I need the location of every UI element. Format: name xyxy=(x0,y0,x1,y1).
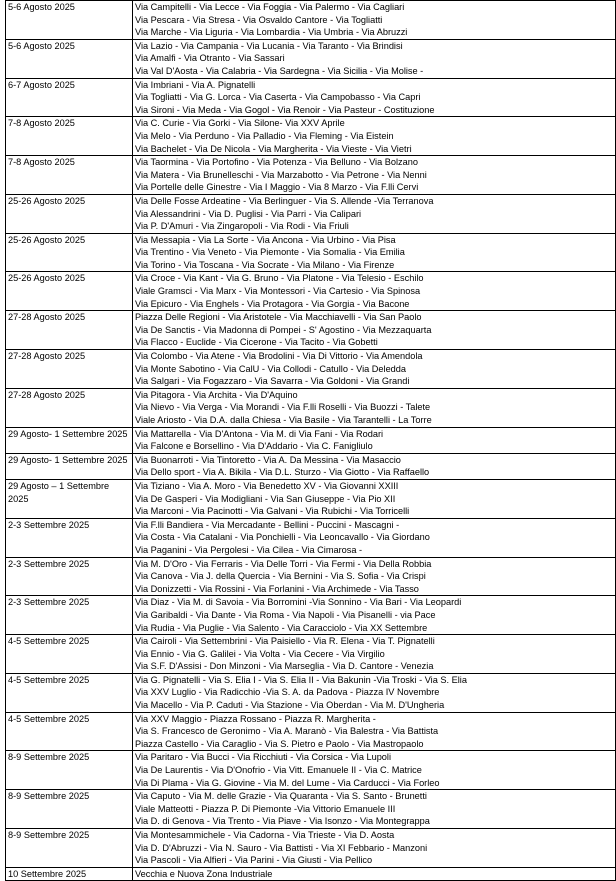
street-list-line: Viale Matteotti - Piazza P. Di Piemonte -Via Vittorio Emanuele III xyxy=(135,803,396,814)
streets-cell xyxy=(133,453,616,479)
streets-cell xyxy=(133,388,616,427)
schedule-row xyxy=(6,712,616,751)
date-cell: 25-26 Agosto 2025 xyxy=(6,233,133,272)
street-list-line: Via Campitelli - Via Lecce - Via Foggia - Via Palermo - Via Cagliari xyxy=(135,2,405,12)
date-cell: 7-8 Agosto 2025 xyxy=(6,156,133,195)
streets-cell xyxy=(133,479,616,518)
streets-cell xyxy=(133,518,616,557)
street-list-line: Via Falcone e Borsellino - Via D'Addario - Via C. Fanigliulo xyxy=(135,441,373,452)
street-list-line: Viale Ariosto - Via D.A. dalla Chiesa - Via Basile - Via Tarantelli - La Torre xyxy=(135,415,432,425)
street-list-line: Via Portelle delle Ginestre - Via I Maggio - Via 8 Marzo - Via F.lli Cervi xyxy=(135,182,419,193)
street-list-line: Via Marconi - Via Pacinotti - Via Galvani - Via Rubichi - Via Torricelli xyxy=(135,506,410,517)
street-list-line: Via Trentino - Via Veneto - Via Piemonte - Via Somalia - Via Emilia xyxy=(135,247,405,258)
street-list-line: Via Buonarroti - Via Tintoretto - Via A. Da Messina - Via Masaccio xyxy=(135,454,401,465)
date-cell: 29 Agosto- 1 Settembre 2025 xyxy=(6,427,133,453)
street-list-line: Via C. Curie - Via Gorki - Via Silone- Via XXV Aprile xyxy=(135,118,345,129)
street-list-line: Via Mattarella - Via D'Antona - Via M. di Via Fani - Via Rodari xyxy=(135,428,384,439)
streets-cell xyxy=(133,635,616,674)
street-list-line: Via XXV Maggio - Piazza Rossano - Piazza R. Margherita - xyxy=(135,713,376,724)
schedule-row xyxy=(6,635,616,674)
schedule-row xyxy=(6,453,616,479)
street-list-line: Viale Gramsci - Via Marx - Via Montessori - Via Cartesio - Via Spinosa xyxy=(135,286,421,297)
street-list-line: Via Croce - Via Kant - Via G. Bruno - Via Platone - Via Telesio - Eschilo xyxy=(135,273,424,284)
streets-cell xyxy=(133,39,616,78)
street-list-line: Via Paganini - Via Pergolesi - Via Cilea - Via Cimarosa - xyxy=(135,544,363,555)
date-cell: 27-28 Agosto 2025 xyxy=(6,388,133,427)
date-cell: 29 Agosto- 1 Settembre 2025 xyxy=(6,453,133,479)
street-list-line: Via Di Plama - Via G. Giovine - Via M. del Lume - Via Carducci - Via Forleo xyxy=(135,777,440,788)
schedule-row xyxy=(6,272,616,311)
street-list-line: Via Costa - Via Catalani - Via Ponchielli - Via Leoncavallo - Via Giordano xyxy=(135,532,430,543)
collection-schedule-table xyxy=(5,0,616,881)
street-list-line: Via Nievo - Via Verga - Via Morandi - Via F.lli Roselli - Via Buozzi - Talete xyxy=(135,402,431,413)
date-cell: 2-3 Settembre 2025 xyxy=(6,518,133,557)
schedule-row xyxy=(6,117,616,156)
streets-cell xyxy=(133,427,616,453)
street-list-line: Vecchia e Nuova Zona Industriale xyxy=(135,868,273,879)
date-cell: 27-28 Agosto 2025 xyxy=(6,311,133,350)
street-list-line: Via Taormina - Via Portofino - Via Potenza - Via Belluno - Via Bolzano xyxy=(135,157,418,168)
street-list-line: Via Lazio - Via Campania - Via Lucania - Via Taranto - Via Brindisi xyxy=(135,40,403,51)
date-cell: 2-3 Settembre 2025 xyxy=(6,557,133,596)
street-list-line: Via S. Francesco de Geronimo - Via A. Maranò - Via Balestra - Via Battista xyxy=(135,726,439,737)
streets-cell xyxy=(133,557,616,596)
streets-cell xyxy=(133,1,616,40)
street-list-line: Via Rudia - Via Puglie - Via Salento - Via Caracciolo - Via XX Settembre xyxy=(135,622,428,633)
street-list-line: Via Matera - Via Brunelleschi - Via Marzabotto - Via Petrone - Via Nenni xyxy=(135,169,427,180)
schedule-row xyxy=(6,518,616,557)
street-list-line: Via Salgari - Via Fogazzaro - Via Savarra - Via Goldoni - Via Grandi xyxy=(135,376,410,387)
street-list-line: Piazza Castello - Via Caraglio - Via S. Pietro e Paolo - Via Mastropaolo xyxy=(135,738,424,749)
streets-cell xyxy=(133,350,616,389)
street-list-line: Via Pescara - Via Stresa - Via Osvaldo Cantore - Via Togliatti xyxy=(135,14,383,25)
date-cell: 6-7 Agosto 2025 xyxy=(6,78,133,117)
schedule-row xyxy=(6,479,616,518)
streets-cell xyxy=(133,712,616,751)
street-list-line: Via M. D'Oro - Via Ferraris - Via Delle Torri - Via Fermi - Via Della Robbia xyxy=(135,558,432,569)
street-list-line: Via Pascoli - Via Alfieri - Via Parini - Via Giusti - Via Pellico xyxy=(135,855,373,866)
date-cell: 2-3 Settembre 2025 xyxy=(6,596,133,635)
street-list-line: Via Colombo - Via Atene - Via Brodolini - Via Di Vittorio - Via Amendola xyxy=(135,351,423,362)
schedule-row xyxy=(6,596,616,635)
date-cell: 8-9 Settembre 2025 xyxy=(6,829,133,868)
street-list-line: Via Val D'Aosta - Via Calabria - Via Sardegna - Via Sicilia - Via Molise - xyxy=(135,65,424,76)
schedule-row xyxy=(6,867,616,881)
street-list-line: Piazza Delle Regioni - Via Aristotele - Via Macchiavelli - Via San Paolo xyxy=(135,312,422,323)
street-list-line: Via Dello sport - Via A. Bikila - Via D.L. Sturzo - Via Giotto - Via Raffaello xyxy=(135,467,430,478)
street-list-line: Via Paritaro - Via Bucci - Via Ricchiuti - Via Corsica - Via Lupoli xyxy=(135,752,392,763)
schedule-row xyxy=(6,1,616,40)
street-list-line: Via P. D'Amuri - Via Zingaropoli - Via Rodi - Via Friuli xyxy=(135,221,349,232)
date-cell: 4-5 Settembre 2025 xyxy=(6,673,133,712)
street-list-line: Via De Gasperi - Via Modigliani - Via San Giuseppe - Via Pio XII xyxy=(135,493,396,504)
streets-cell xyxy=(133,596,616,635)
street-list-line: Via Montesammichele - Via Cadorna - Via Trieste - Via D. Aosta xyxy=(135,830,395,840)
street-list-line: Via Cairoli - Via Settembrini - Via Paisiello - Via R. Elena - Via T. Pignatelli xyxy=(135,636,435,647)
date-cell: 7-8 Agosto 2025 xyxy=(6,117,133,156)
street-list-line: Via Amalfi - Via Otranto - Via Sassari xyxy=(135,53,285,64)
streets-cell xyxy=(133,194,616,233)
street-list-line: Via Sironi - Via Meda - Via Gogol - Via Renoir - Via Pasteur - Costituzione xyxy=(135,104,435,115)
street-list-line: Via Messapia - Via La Sorte - Via Ancona - Via Urbino - Via Pisa xyxy=(135,234,396,245)
street-list-line: Via D. di Genova - Via Trento - Via Piave - Via Isonzo - Via Montegrappa xyxy=(135,816,430,827)
streets-cell xyxy=(133,751,616,790)
street-list-line: Via Alessandrini - Via D. Puglisi - Via Parri - Via Calipari xyxy=(135,208,362,219)
date-cell: 25-26 Agosto 2025 xyxy=(6,194,133,233)
street-list-line: Via Caputo - Via M. delle Grazie - Via Quaranta - Via S. Santo - Brunetti xyxy=(135,791,427,802)
date-cell: 8-9 Settembre 2025 xyxy=(6,790,133,829)
date-cell: 4-5 Settembre 2025 xyxy=(6,712,133,751)
streets-cell xyxy=(133,673,616,712)
date-cell: 25-26 Agosto 2025 xyxy=(6,272,133,311)
date-cell: 29 Agosto – 1 Settembre 2025 xyxy=(6,479,133,518)
streets-cell xyxy=(133,233,616,272)
street-list-line: Via Delle Fosse Ardeatine - Via Berlinguer - Via S. Allende -Via Terranova xyxy=(135,195,434,206)
street-list-line: Via D. D'Abruzzi - Via N. Sauro - Via Battisti - Via XI Febbario - Manzoni xyxy=(135,842,428,853)
date-cell: 5-6 Agosto 2025 xyxy=(6,1,133,40)
schedule-row xyxy=(6,194,616,233)
streets-cell xyxy=(133,867,616,881)
streets-cell xyxy=(133,311,616,350)
street-list-line: Via Togliatti - Via G. Lorca - Via Caserta - Via Campobasso - Via Capri xyxy=(135,92,421,103)
schedule-row xyxy=(6,388,616,427)
date-cell: 5-6 Agosto 2025 xyxy=(6,39,133,78)
street-list-line: Via XXV Luglio - Via Radicchio -Via S. A. da Padova - Piazza IV Novembre xyxy=(135,687,440,698)
streets-cell xyxy=(133,117,616,156)
street-list-line: Via F.lli Bandiera - Via Mercadante - Bellini - Puccini - Mascagni - xyxy=(135,519,400,530)
street-list-line: Via De Sanctis - Via Madonna di Pompei - S' Agostino - Via Mezzaquarta xyxy=(135,324,432,335)
date-cell: 4-5 Settembre 2025 xyxy=(6,635,133,674)
street-list-line: Via Epicuro - Via Enghels - Via Protagora - Via Gorgia - Via Bacone xyxy=(135,298,410,309)
streets-cell xyxy=(133,829,616,868)
street-list-line: Via Monte Sabotino - Via CalU - Via Collodi - Catullo - Via Deledda xyxy=(135,363,407,374)
schedule-row xyxy=(6,829,616,868)
street-list-line: Via Tiziano - Via A. Moro - Via Benedetto XV - Via Giovanni XXIII xyxy=(135,480,399,491)
street-list-line: Via G. Pignatelli - Via S. Elia I - Via S. Elia II - Via Bakunin -Via Troski - Via S. Elia xyxy=(135,674,467,685)
schedule-row xyxy=(6,790,616,829)
streets-cell xyxy=(133,790,616,829)
schedule-row xyxy=(6,427,616,453)
street-list-line: Via Garibaldi - Via Dante - Via Roma - Via Napoli - Via Pisanelli - via Pace xyxy=(135,609,436,620)
schedule-row xyxy=(6,39,616,78)
schedule-row xyxy=(6,350,616,389)
street-list-line: Via Canova - Via J. della Quercia - Via Bernini - Via S. Sofia - Via Crispi xyxy=(135,571,426,582)
street-list-line: Via Torino - Via Toscana - Via Socrate - Via Milano - Via Firenze xyxy=(135,259,395,270)
schedule-row xyxy=(6,311,616,350)
street-list-line: Via S.F. D'Assisi - Don Minzoni - Via Marseglia - Via D. Cantore - Venezia xyxy=(135,661,434,672)
streets-cell xyxy=(133,156,616,195)
date-cell: 10 Settembre 2025 xyxy=(6,867,133,881)
street-list-line: Via Ennio - Via G. Galilei - Via Volta - Via Cecere - Via Virgilio xyxy=(135,648,385,659)
streets-cell xyxy=(133,272,616,311)
street-list-line: Via Flacco - Euclide - Via Cicerone - Via Tacito - Via Gobetti xyxy=(135,337,378,348)
schedule-row xyxy=(6,156,616,195)
schedule-row xyxy=(6,557,616,596)
street-list-line: Via Marche - Via Liguria - Via Lombardia - Via Umbria - Via Abruzzi xyxy=(135,27,408,38)
street-list-line: Via Melo - Via Perduno - Via Palladio - Via Fleming - Via Eistein xyxy=(135,130,394,141)
street-list-line: Via Diaz - Via M. di Savoia - Via Borromini -Via Sonnino - Via Bari - Via Leopardi xyxy=(135,597,462,608)
street-list-line: Via Imbriani - Via A. Pignatelli xyxy=(135,79,256,90)
street-list-line: Via Bachelet - Via De Nicola - Via Margherita - Via Vieste - Via Vietri xyxy=(135,143,412,154)
streets-cell xyxy=(133,78,616,117)
date-cell: 8-9 Settembre 2025 xyxy=(6,751,133,790)
street-list-line: Via Donizzetti - Via Rossini - Via Forlanini - Via Archimede - Via Tasso xyxy=(135,583,419,594)
street-list-line: Via Pitagora - Via Archita - Via D'Aquino xyxy=(135,389,298,400)
street-list-line: Via De Laurentis - Via D'Onofrio - Via Vitt. Emanuele II - Via C. Matrice xyxy=(135,765,422,776)
schedule-body xyxy=(6,1,616,881)
schedule-row xyxy=(6,78,616,117)
schedule-row xyxy=(6,751,616,790)
street-list-line: Via Macello - Via P. Caduti - Via Stazione - Via Oberdan - Via M. D'Ungheria xyxy=(135,700,445,711)
schedule-row xyxy=(6,233,616,272)
schedule-row xyxy=(6,673,616,712)
date-cell: 27-28 Agosto 2025 xyxy=(6,350,133,389)
